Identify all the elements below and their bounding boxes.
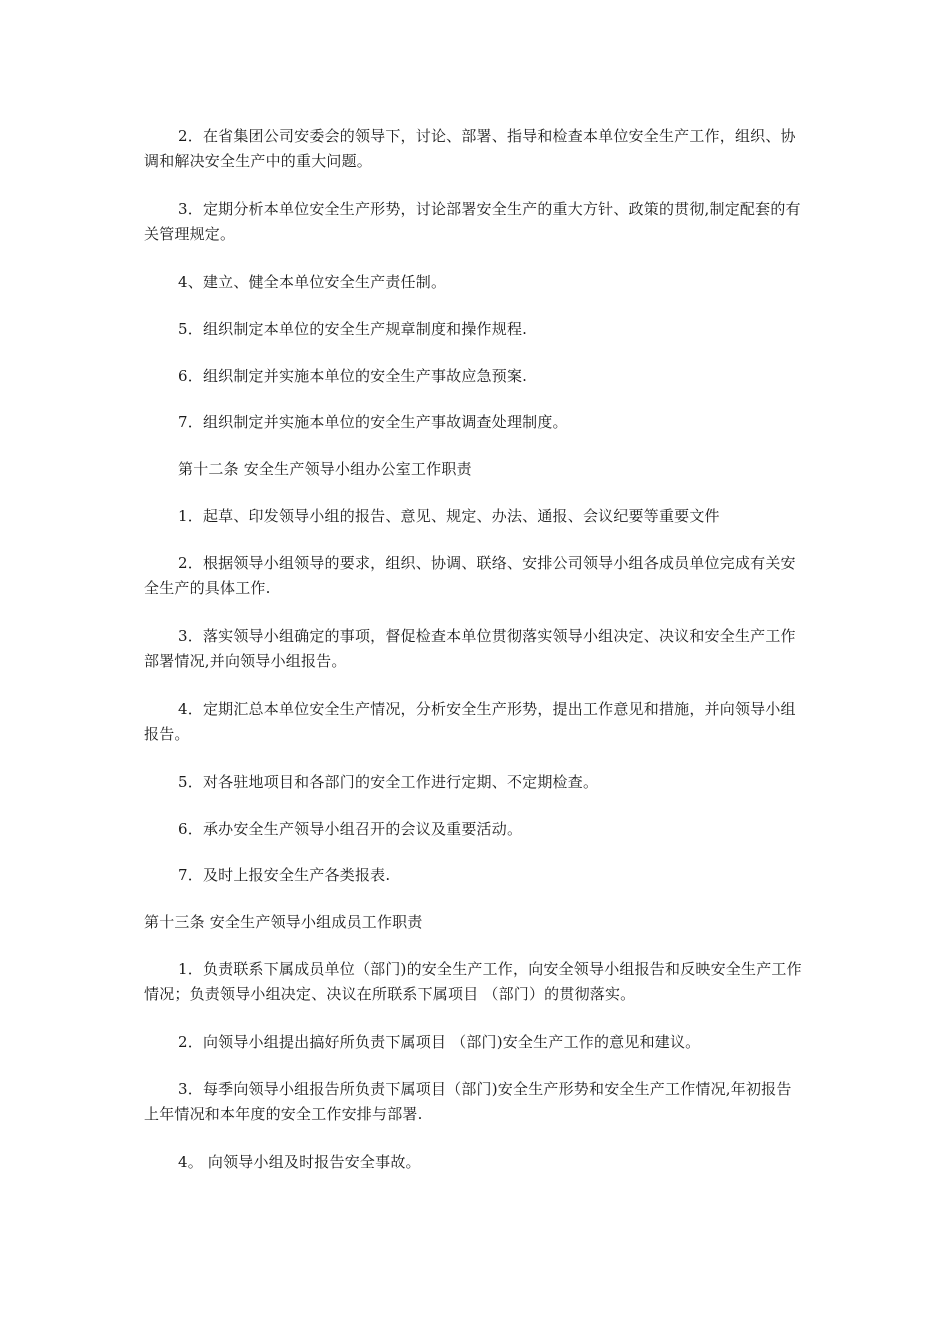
clause-13-item-2: 2．向领导小组提出搞好所负责下属项目 （部门)安全生产工作的意见和建议。	[178, 1033, 701, 1051]
clause-13-item-3: 3．每季向领导小组报告所负责下属项目（部门)安全生产形势和安全生产工作情况,年初报告上年情况和本年度的安全工作安排与部署.	[144, 1080, 792, 1123]
clause-12-item-6: 6．承办安全生产领导小组召开的会议及重要活动。	[178, 820, 523, 838]
clause-12-heading: 第十二条 安全生产领导小组办公室工作职责	[178, 460, 472, 478]
clause-12-item-7: 7．及时上报安全生产各类报表.	[178, 866, 391, 884]
clause-11-item-4: 4、建立、健全本单位安全生产责任制。	[178, 273, 447, 291]
clause-11-item-3: 3．定期分析本单位安全生产形势，讨论部署安全生产的重大方针、政策的贯彻,制定配套的有关管理规定。	[144, 200, 801, 243]
clause-11-item-5: 5．组织制定本单位的安全生产规章制度和操作规程.	[178, 320, 528, 338]
clause-11-item-2: 2．在省集团公司安委会的领导下，讨论、部署、指导和检查本单位安全生产工作，组织、协调和解决安全生产中的重大问题。	[144, 127, 796, 170]
clause-11-item-6: 6．组织制定并实施本单位的安全生产事故应急预案.	[178, 367, 528, 385]
clause-13-item-4: 4。 向领导小组及时报告安全事故。	[178, 1153, 421, 1171]
clause-12-item-5: 5．对各驻地项目和各部门的安全工作进行定期、不定期检查。	[178, 773, 599, 791]
clause-12-item-4: 4．定期汇总本单位安全生产情况，分析安全生产形势，提出工作意见和措施，并向领导小组报告。	[144, 700, 796, 743]
clause-11-item-7: 7．组织制定并实施本单位的安全生产事故调查处理制度。	[178, 413, 568, 431]
clause-12-item-1: 1．起草、印发领导小组的报告、意见、规定、办法、通报、会议纪要等重要文件	[178, 507, 720, 525]
clause-12-item-3: 3．落实领导小组确定的事项，督促检查本单位贯彻落实领导小组决定、决议和安全生产工作部署情况,并向领导小组报告。	[144, 627, 796, 670]
clause-12-item-2: 2．根据领导小组领导的要求，组织、协调、联络、安排公司领导小组各成员单位完成有关安全生产的具体工作.	[144, 554, 796, 597]
clause-13-item-1: 1．负责联系下属成员单位（部门)的安全生产工作，向安全领导小组报告和反映安全生产工作情况；负责领导小组决定、决议在所联系下属项目 （部门）的贯彻落实。	[144, 960, 802, 1003]
clause-13-heading: 第十三条 安全生产领导小组成员工作职责	[144, 913, 423, 931]
